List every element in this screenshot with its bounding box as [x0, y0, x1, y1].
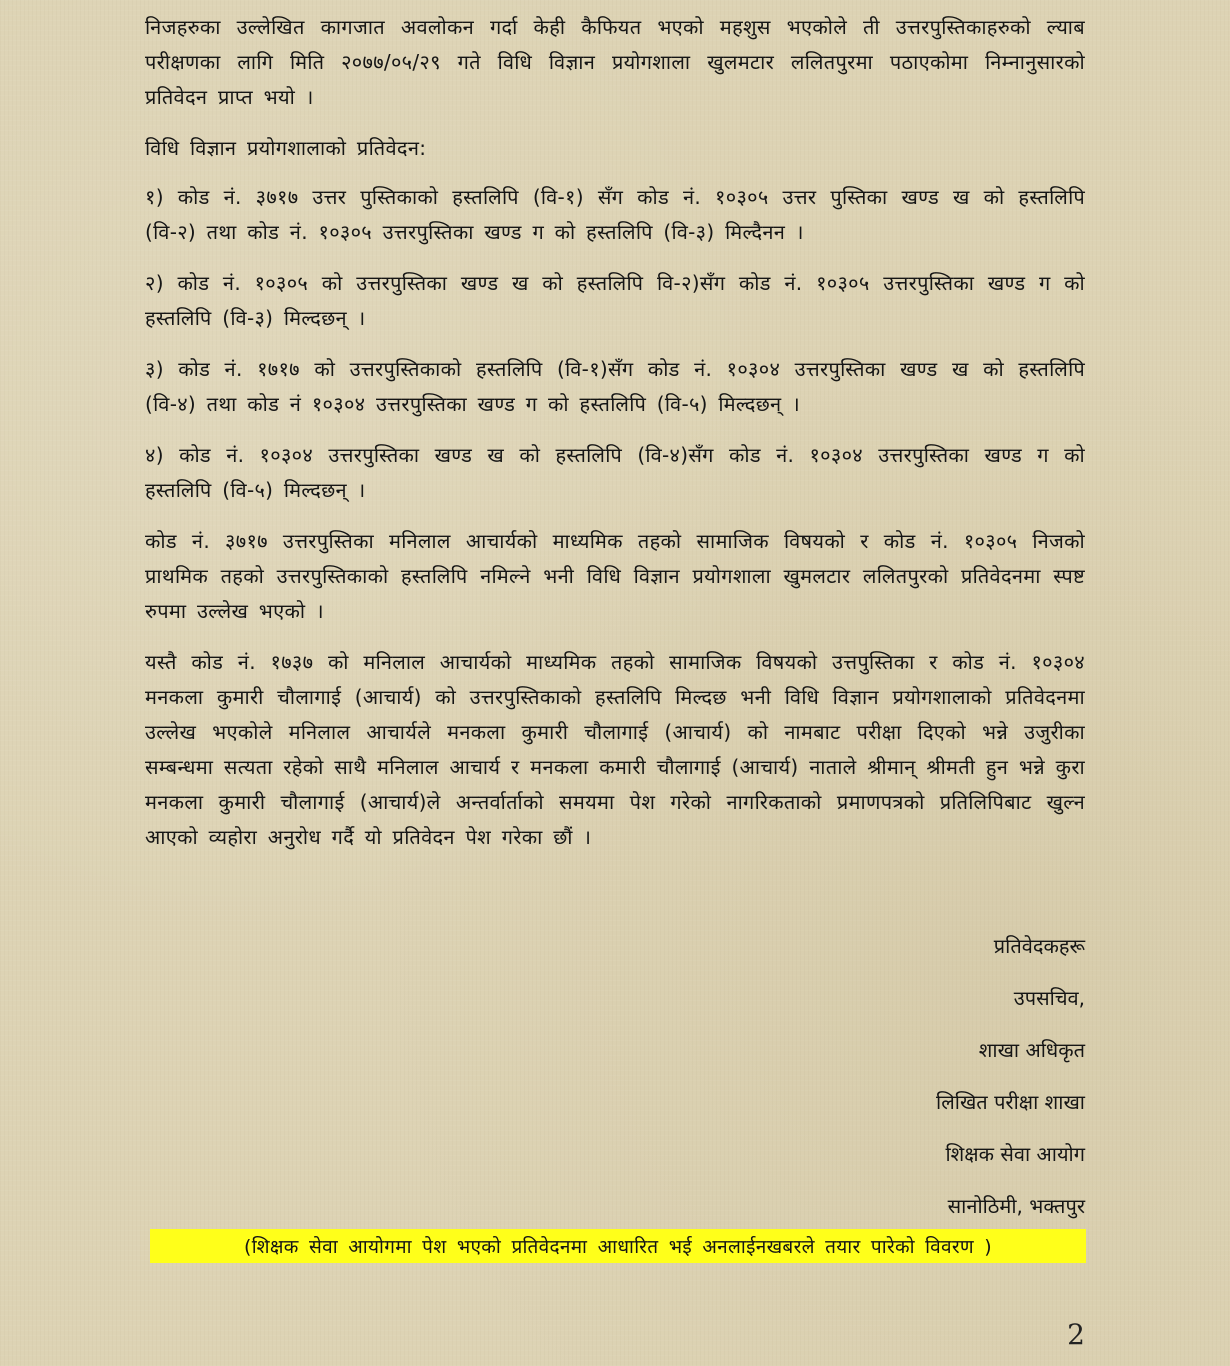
- finding-2: २) कोड नं. १०३०५ को उत्तरपुस्तिका खण्ड ख को हस्तलिपि वि-२)सँग कोड नं. १०३०५ उत्तरपुस्तिका खण्ड ग को हस्तलिपि (वि-३) मिल्दछन् ।: [145, 271, 1085, 330]
- signature-block: [936, 920, 1085, 1232]
- report-heading: विधि विज्ञान प्रयोगशालाको प्रतिवेदन:: [145, 136, 427, 160]
- signature-commission: शिक्षक सेवा आयोग: [945, 1142, 1085, 1166]
- finding-1: १) कोड नं. ३७१७ उत्तर पुस्तिकाको हस्तलिपि (वि-१) सँग कोड नं. १०३०५ उत्तर पुस्तिका खण्ड ख को हस्तलिपि (वि-२) तथा कोड नं. १०३०५ उत्तरपुस्तिका खण्ड ग को हस्तलिपि (वि-३) मिल्दैनन ।: [145, 185, 1085, 244]
- signature-deputy-secretary: उपसचिव,: [1013, 986, 1085, 1010]
- finding-4: ४) कोड नं. १०३०४ उत्तरपुस्तिका खण्ड ख को हस्तलिपि (वि-४)सँग कोड नं. १०३०४ उत्तरपुस्तिका खण्ड ग को हस्तलिपि (वि-५) मिल्दछन् ।: [145, 443, 1085, 502]
- signature-section: लिखित परीक्षा शाखा: [936, 1090, 1085, 1114]
- footer-note-text: (शिक्षक सेवा आयोगमा पेश भएको प्रतिवेदनमा आधारित भई अनलाईनखबरले तयार पारेको विवरण ): [244, 1236, 992, 1258]
- finding-3: ३) कोड नं. १७१७ को उत्तरपुस्तिकाको हस्तलिपि (वि-१)सँग कोड नं. १०३०४ उत्तरपुस्तिका खण्ड ख को हस्तलिपि (वि-४) तथा कोड नं १०३०४ उत्तरपुस्तिका खण्ड ग को हस्तलिपि (वि-५) मिल्दछन् ।: [145, 357, 1085, 416]
- signature-address: सानोठिमी, भक्तपुर: [947, 1194, 1085, 1218]
- conclusion-paragraph-1: कोड नं. ३७१७ उत्तरपुस्तिका मनिलाल आचार्यको माध्यमिक तहको सामाजिक विषयको र कोड नं. १०३०५ निजको प्राथमिक तहको उत्तरपुस्तिकाको हस्तलिपि नमिल्ने भनी विधि विज्ञान प्रयोगशाला खुमलटार ललितपुरको प्रतिवेदनमा स्पष्ट रुपमा उल्लेख भएको ।: [145, 529, 1085, 623]
- signature-section-officer: शाखा अधिकृत: [978, 1038, 1085, 1062]
- document-body: [145, 10, 1085, 871]
- intro-paragraph: निजहरुका उल्लेखित कागजात अवलोकन गर्दा केही कैफियत भएको महशुस भएकोले ती उत्तरपुस्तिकाहरुको ल्याब परीक्षणका लागि मिति २०७७/०५/२९ गते विधि विज्ञान प्रयोगशाला खुलमटार ललितपुरमा पठाएकोमा निम्नानुसारको प्रतिवेदन प्राप्त भयो ।: [145, 15, 1085, 109]
- signature-reporters: प्रतिवेदकहरू: [993, 934, 1085, 958]
- conclusion-paragraph-2: यस्तै कोड नं. १७३७ को मनिलाल आचार्यको माध्यमिक तहको सामाजिक विषयको उत्तपुस्तिका र कोड नं. १०३०४ मनकला कुमारी चौलागाई (आचार्य) को उत्तरपुस्तिकाको हस्तलिपि मिल्दछ भनी विधि विज्ञान प्रयोगशालाको प्रतिवेदनमा उल्लेख भएकोले मनिलाल आचार्यले मनकला कुमारी चौलागाई (आचार्य) को नामबाट परीक्षा दिएको भन्ने उजुरीका सम्बन्धमा सत्यता रहेको साथै मनिलाल आचार्य र मनकला कमारी चौलागाई (आचार्य) नाताले श्रीमान् श्रीमती हुन भन्ने कुरा मनकला कुमारी चौलागाई (आचार्य)ले अन्तर्वार्ताको समयमा पेश गरेको नागरिकताको प्रमाणपत्रको प्रतिलिपिबाट खुल्न आएको व्यहोरा अनुरोध गर्दै यो प्रतिवेदन पेश गरेका छौं ।: [145, 650, 1085, 849]
- page-number: 2: [1067, 1318, 1085, 1351]
- highlighted-footer-note: [150, 1229, 1086, 1263]
